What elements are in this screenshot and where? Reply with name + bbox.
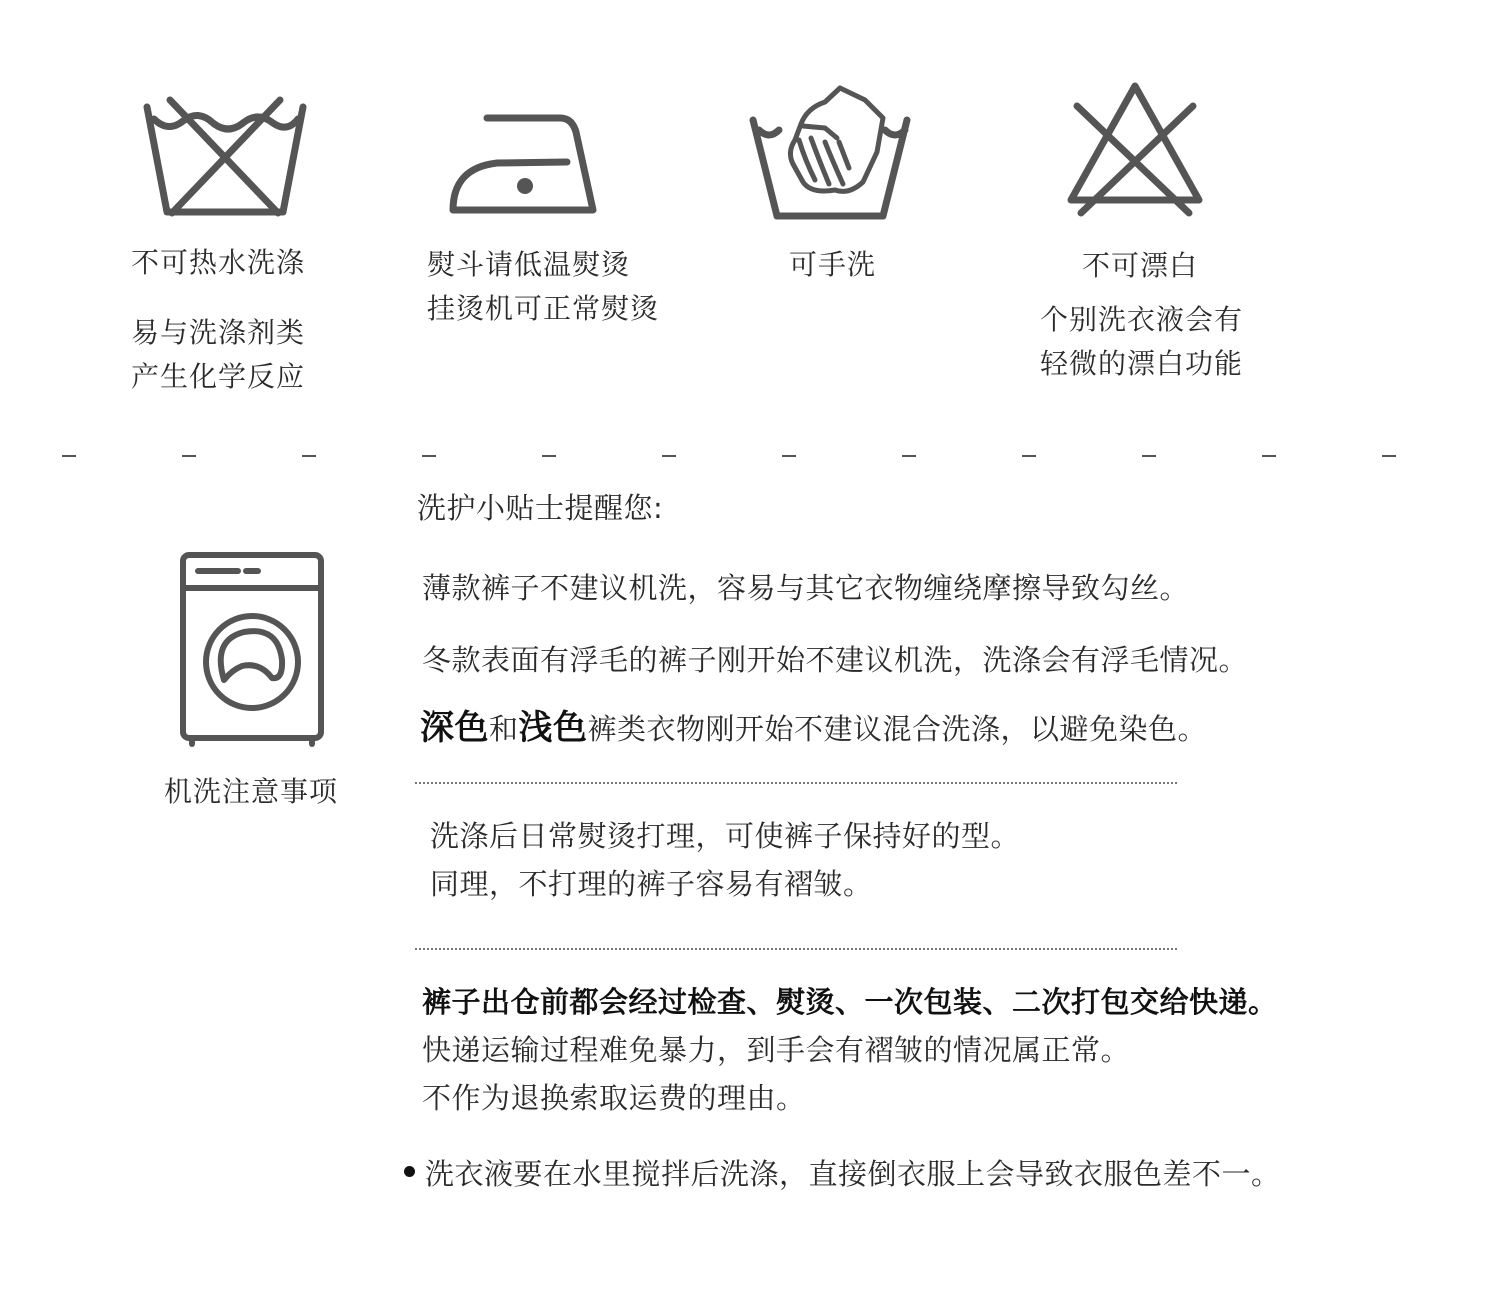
- hand-wash-icon: [745, 80, 915, 225]
- care-label: 挂烫机可正常熨烫: [427, 292, 660, 325]
- care-note-1: [131, 311, 305, 399]
- care-note-line: 易与洗涤剂类: [131, 316, 306, 349]
- ironing-tip-line: 同理，不打理的裤子容易有褶皱。: [430, 867, 873, 901]
- dotted-divider-2: [415, 948, 1177, 950]
- care-note-line: 产生化学反应: [131, 360, 306, 393]
- washing-machine-icon: [180, 552, 325, 747]
- iron-low-temp-icon: [445, 110, 600, 220]
- no-hot-water-wash-icon: [140, 95, 310, 220]
- shipping-note-line: 不作为退换索取运费的理由。: [422, 1081, 806, 1115]
- care-label: 可手洗: [789, 248, 877, 281]
- detergent-tip: 洗衣液要在水里搅拌后洗涤，直接倒衣服上会导致衣服色差不一。: [425, 1157, 1281, 1191]
- tip-line-color-separation: [420, 700, 1207, 749]
- dark-color-emphasis: 深色: [420, 708, 489, 748]
- color-tip-rest: 裤类衣物刚开始不建议混合洗涤，以避免染色。: [587, 712, 1208, 746]
- bullet-icon: [404, 1166, 415, 1177]
- tips-heading: 洗护小贴士提醒您:: [417, 491, 664, 525]
- tip-line-thin-pants: 薄款裤子不建议机洗，容易与其它衣物缠绕摩擦导致勾丝。: [422, 571, 1190, 605]
- care-caption-4: [1082, 244, 1198, 288]
- no-bleach-icon: [1065, 78, 1205, 218]
- machine-wash-label: 机洗注意事项: [164, 775, 339, 808]
- dotted-divider-1: [415, 782, 1177, 784]
- care-note-4: [1040, 298, 1243, 386]
- care-label: 不可热水洗涤: [131, 246, 306, 279]
- ironing-tip: [430, 812, 1020, 908]
- shipping-note: [422, 978, 1278, 1122]
- shipping-note-line: 裤子出仓前都会经过检查、熨烫、一次包装、二次打包交给快递。: [422, 985, 1278, 1019]
- care-note-line: 轻微的漂白功能: [1040, 347, 1244, 380]
- care-note-line: 个别洗衣液会有: [1040, 303, 1244, 336]
- care-label: 不可漂白: [1082, 249, 1199, 282]
- care-caption-1: [131, 241, 305, 285]
- care-caption-3: [789, 243, 876, 287]
- light-color-emphasis: 浅色: [518, 708, 588, 748]
- shipping-note-line: 快递运输过程难免暴力，到手会有褶皱的情况属正常。: [422, 1033, 1131, 1067]
- care-caption-2: [427, 243, 659, 331]
- and-word: 和: [489, 712, 519, 746]
- ironing-tip-line: 洗涤后日常熨烫打理，可使裤子保持好的型。: [430, 819, 1021, 853]
- care-label: 熨斗请低温熨烫: [427, 248, 631, 281]
- tip-line-winter-pants: 冬款表面有浮毛的裤子刚开始不建议机洗，洗涤会有浮毛情况。: [422, 643, 1249, 677]
